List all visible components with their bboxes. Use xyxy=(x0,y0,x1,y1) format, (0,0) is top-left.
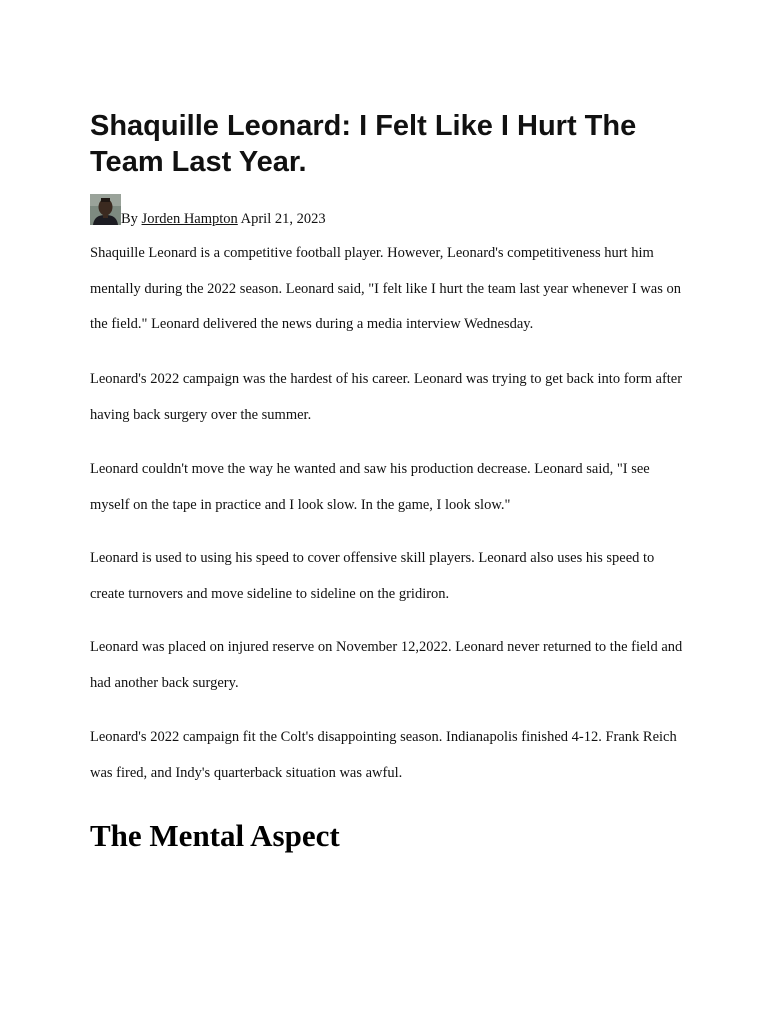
paragraph-1: Shaquille Leonard is a competitive football player. However, Leonard's competitiveness hurt him mentally during the 2022 season. Leonard said, "I felt like I hurt the team last year whenever I was on the field." Leonard delivered the news during a media interview Wednesday. xyxy=(90,245,681,332)
paragraph-4: Leonard is used to using his speed to cover offensive skill players. Leonard also uses his speed to create turnovers and move sideline to sideline on the gridiron. xyxy=(90,550,655,602)
paragraph-6: Leonard's 2022 campaign fit the Colt's disappointing season. Indianapolis finished 4-12. Frank Reich was fired, and Indy's quarterback situation was awful. xyxy=(90,729,677,781)
paragraph-3: Leonard couldn't move the way he wanted and saw his production decrease. Leonard said, "I see myself on the tape in practice and I look slow. In the game, I look slow." xyxy=(90,461,650,513)
section-heading: The Mental Aspect xyxy=(90,818,340,853)
article-title: Shaquille Leonard: I Felt Like I Hurt The Team Last Year. xyxy=(90,110,637,178)
paragraph-5: Leonard was placed on injured reserve on November 12,2022. Leonard never returned to the field and had another back surgery. xyxy=(90,639,683,691)
paragraph-2: Leonard's 2022 campaign was the hardest of his career. Leonard was trying to get back into form after having back surgery over the summer. xyxy=(90,371,683,423)
byline-by-label: By xyxy=(121,211,138,227)
byline xyxy=(90,194,690,226)
author-avatar[interactable] xyxy=(90,194,121,225)
byline-text xyxy=(121,210,326,228)
author-link[interactable]: Jorden Hampton xyxy=(141,211,238,227)
author-photo xyxy=(90,194,121,225)
publish-date: April 21, 2023 xyxy=(240,211,326,227)
